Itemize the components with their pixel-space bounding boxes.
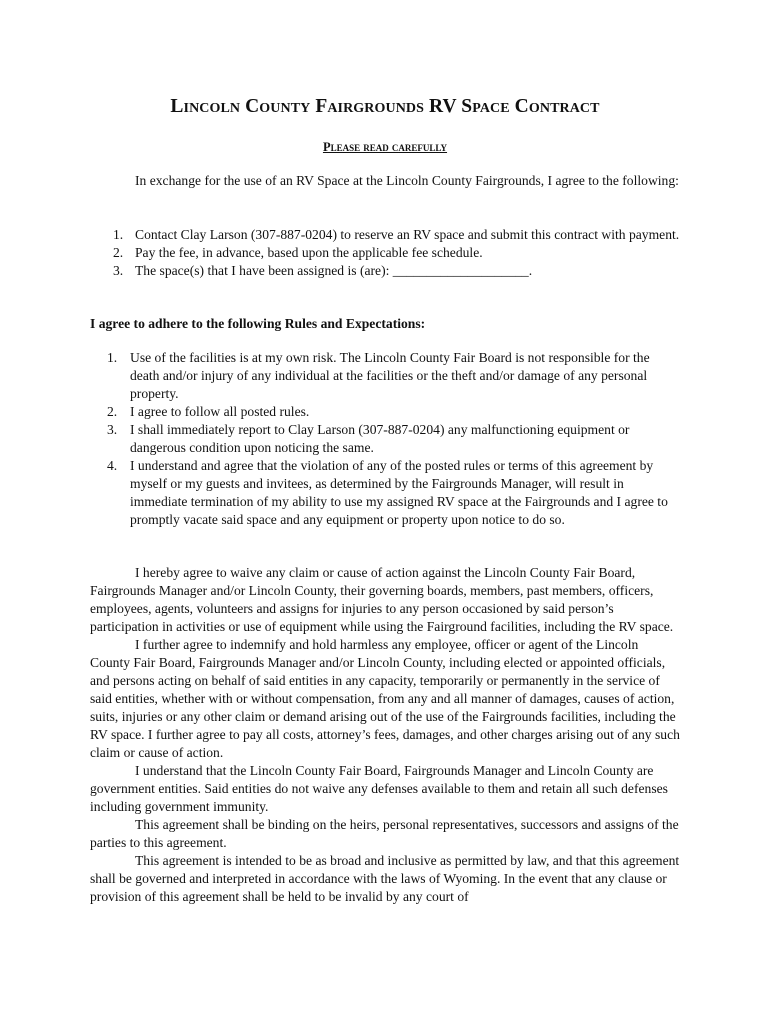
list-text: The space(s) that I have been assigned is (are): ____________________. <box>135 263 533 278</box>
list-text: I understand and agree that the violation of any of the posted rules or terms of this agreement by myself or my guests and invitees, as determined by the Fairgrounds Manager, will result in immediate termination of my ability to use my assigned RV space at the Fairgrounds and I agree to promptly vacate said space and any equipment or property upon notice to do so. <box>130 458 668 527</box>
list-item <box>107 403 680 421</box>
list-text: I shall immediately report to Clay Larson (307-887-0204) any malfunctioning equipment or dangerous condition upon noticing the same. <box>130 422 630 455</box>
list-number: 2. <box>107 404 118 419</box>
list-number: 3. <box>113 263 124 278</box>
document-title: Lincoln County Fairgrounds RV Space Contract <box>170 96 600 117</box>
intro-paragraph: In exchange for the use of an RV Space at the Lincoln County Fairgrounds, I agree to the following: <box>135 173 679 188</box>
list-item <box>107 457 680 529</box>
list-item <box>113 244 680 262</box>
waiver-paragraph: I hereby agree to waive any claim or cause of action against the Lincoln County Fair Board, Fairgrounds Manager and/or Lincoln County, their governing boards, members, past members, officers, employees, agents, volunteers and assigns for injuries to any person occasioned by said person’s participation in activities or use of equipment while using the Fairground facilities, including the RV space. <box>90 565 674 634</box>
list-number: 4. <box>107 458 118 473</box>
terms-list <box>113 226 680 280</box>
list-number: 1. <box>113 227 124 242</box>
list-number: 2. <box>113 245 124 260</box>
waiver-section <box>90 564 680 906</box>
rules-list <box>107 349 680 529</box>
list-item <box>113 262 680 280</box>
document-subtitle: Please read carefully <box>322 140 448 154</box>
government-paragraph: I understand that the Lincoln County Fair Board, Fairgrounds Manager and Lincoln County are government entities. Said entities do not waive any defenses available to them and retain all such defenses including government immunity. <box>90 763 668 814</box>
list-number: 1. <box>107 350 118 365</box>
list-item <box>107 421 680 457</box>
binding-paragraph: This agreement shall be binding on the heirs, personal representatives, successors and assigns of the parties to this agreement. <box>90 817 679 850</box>
list-text: Contact Clay Larson (307-887-0204) to reserve an RV space and submit this contract with payment. <box>135 227 680 242</box>
list-text: Pay the fee, in advance, based upon the applicable fee schedule. <box>135 245 483 260</box>
list-number: 3. <box>107 422 118 437</box>
indemnify-paragraph: I further agree to indemnify and hold harmless any employee, officer or agent of the Lincoln County Fair Board, Fairgrounds Manager and/or Lincoln County, including elected or appointed officials, and persons acting on behalf of said entities in any capacity, temporarily or permanently in the service of said entities, whether with or without compensation, from any and all manner of damages, causes of action, suits, injuries or any other claim or demand arising out of the use of the Fairgrounds facilities, including the RV space. I further agree to pay all costs, attorney’s fees, damages, and other charges arising out of any such claim or cause of action. <box>90 637 680 760</box>
rules-heading: I agree to adhere to the following Rules and Expectations: <box>90 316 426 331</box>
list-item <box>107 349 680 403</box>
list-text: I agree to follow all posted rules. <box>130 404 310 419</box>
list-text: Use of the facilities is at my own risk. The Lincoln County Fair Board is not responsible for the death and/or injury of any individual at the facilities or the theft and/or damage of any personal property. <box>130 350 650 401</box>
list-item <box>113 226 680 244</box>
governing-law-paragraph: This agreement is intended to be as broad and inclusive as permitted by law, and that this agreement shall be governed and interpreted in accordance with the laws of Wyoming. In the event that any clause or provision of this agreement shall be held to be invalid by any court of <box>90 853 680 904</box>
